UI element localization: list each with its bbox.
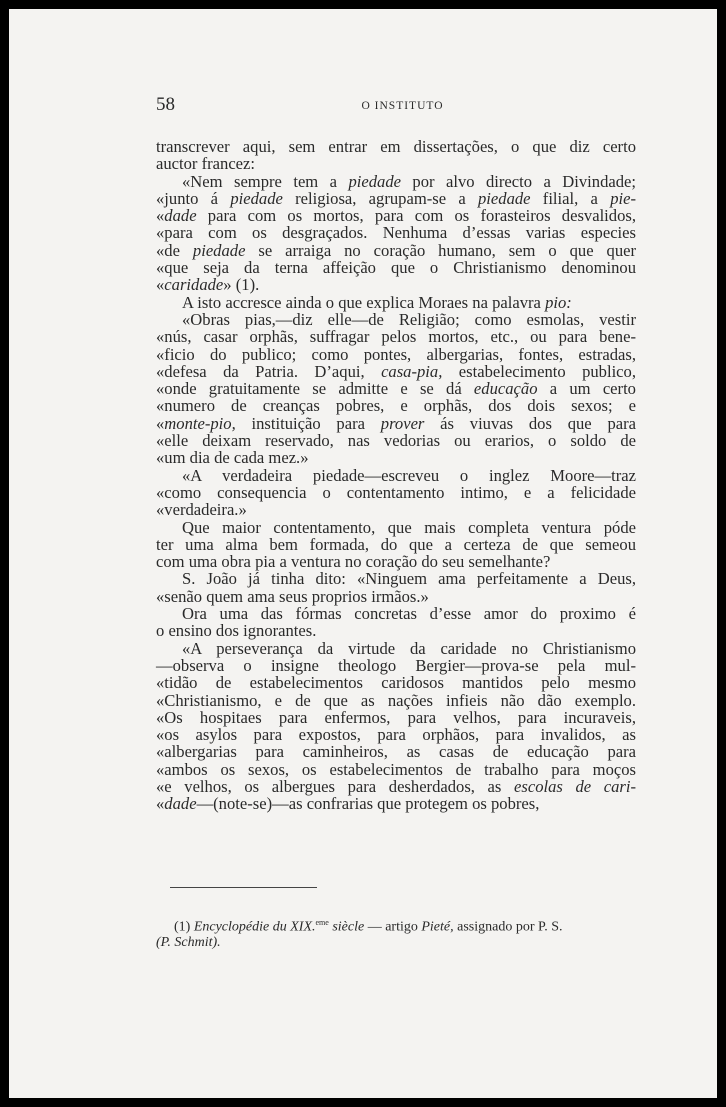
text-line (156, 726, 636, 743)
italic-text: piedade (348, 171, 401, 191)
text-line (156, 553, 636, 570)
page-number: 58 (156, 94, 175, 115)
text-run: «os asylos para expostos, para orphãos, para invalidos, as (156, 725, 636, 745)
text-line (156, 761, 636, 778)
italic-text: piedade (192, 240, 246, 260)
paragraph (156, 640, 636, 813)
text-line (156, 138, 636, 155)
text-run: «A verdadeira piedade—escreveu o inglez Moore—traz (182, 465, 636, 485)
text-line (156, 173, 636, 190)
text-run: «senão quem ama seus proprios irmãos.» (156, 586, 429, 606)
text-run: «e velhos, os albergues para desherdados, as (156, 776, 514, 796)
text-line (156, 432, 636, 449)
text-run: estabelecimento publico, (442, 361, 636, 381)
text-line (156, 276, 636, 293)
running-title: O INSTITUTO (361, 100, 444, 112)
footnote-title-2: siècle (332, 919, 365, 935)
footnote-line (156, 915, 649, 935)
text-run: «albergarias para caminheiros, as casas de educação para (156, 742, 636, 762)
text-line (156, 588, 636, 605)
footnote-line-2: (P. Schmit). (156, 934, 221, 950)
text-line (156, 242, 636, 259)
text-run: instituição para (235, 413, 381, 433)
text-run: «um dia de cada mez.» (156, 448, 309, 468)
text-line (156, 657, 636, 674)
text-run: «A perseverança da virtude da caridade no Christianismo (182, 638, 636, 658)
text-run: o ensino dos ignorantes. (156, 621, 317, 641)
text-line (156, 605, 636, 622)
paragraph (156, 467, 636, 519)
text-run: «ambos os sexos, os estabelecimentos de trabalho para moços (156, 759, 636, 779)
text-run: filial, a (530, 188, 611, 208)
footnote-title: Encyclopédie du XIX. (193, 919, 316, 935)
text-run: a um certo (537, 379, 636, 399)
text-run: «onde gratuitamente se admitte e se dá (156, 379, 474, 399)
text-line (156, 467, 636, 484)
text-line (156, 570, 636, 587)
text-line (156, 380, 636, 397)
text-run: —(note-se)—as confrarias que protegem os pobres, (196, 794, 540, 814)
italic-text: caridade (164, 275, 224, 295)
text-line (156, 622, 636, 639)
text-run: se arraiga no coração humano, sem o que quer (245, 240, 637, 260)
text-line (156, 397, 636, 414)
italic-text: piedade (478, 188, 531, 208)
text-line (156, 743, 636, 760)
footnote-rest: assignado por P. S. (457, 919, 563, 935)
text-line (156, 778, 636, 795)
paragraph (156, 294, 636, 311)
text-run: transcrever aqui, sem entrar em dissertações, o que diz certo (156, 137, 636, 156)
text-line (156, 536, 636, 553)
text-run: « (156, 794, 165, 814)
italic-text: pio: (545, 292, 572, 312)
text-run: A isto accresce ainda o que explica Moraes na palavra (182, 292, 546, 312)
text-line (156, 709, 636, 726)
text-line (156, 692, 636, 709)
italic-text: escolas de cari- (514, 776, 636, 796)
text-line (156, 363, 636, 380)
footnote (156, 915, 649, 950)
text-run: «ficio do publico; como pontes, albergarias, fontes, estradas, (156, 344, 636, 364)
text-run: «como consequencia o contentamento intimo, e a felicidade (156, 482, 636, 502)
text-line (156, 415, 636, 432)
text-run: «defesa da Patria. D’aqui, (156, 361, 382, 381)
footnote-superscript: eme (315, 918, 329, 927)
text-line (156, 259, 636, 276)
text-line (156, 311, 636, 328)
text-run: S. João já tinha dito: «Ninguem ama perfeitamente a Deus, (182, 569, 636, 589)
text-run: «Obras pias,—diz elle—de Religião; como esmolas, vestir (182, 309, 636, 329)
text-run: por alvo directo a Divindade; (400, 171, 636, 191)
text-run: religiosa, agrupam-se a (282, 188, 478, 208)
text-line (156, 207, 636, 224)
italic-text: casa-pia, (381, 361, 443, 381)
paragraph (156, 605, 636, 640)
text-run: «tidão de estabelecimentos caridosos mantidos pelo mesmo (156, 673, 636, 693)
text-line (156, 501, 636, 518)
text-run: «Os hospitaes para enfermos, para velhos, para incuraveis, (156, 707, 636, 727)
text-line (156, 674, 636, 691)
paragraph (156, 519, 636, 571)
text-run: para com os mortos, para com os forasteiros desvalidos, (196, 206, 636, 226)
text-line (156, 795, 636, 812)
italic-text: piedade (230, 188, 283, 208)
text-line (156, 484, 636, 501)
footnote-dash-text: — artigo (367, 919, 418, 935)
text-line (156, 346, 636, 363)
text-line (156, 190, 636, 207)
italic-text: prover (380, 413, 425, 433)
text-run: « (156, 275, 165, 295)
text-run: «de (156, 240, 193, 260)
italic-text: educação (473, 379, 538, 399)
text-line (156, 155, 636, 172)
text-line (156, 224, 636, 241)
body-text (156, 138, 636, 813)
text-run: «nús, casar orphãs, suffragar pelos mortos, etc., ou para bene- (156, 327, 636, 347)
text-run: «verdadeira.» (156, 500, 247, 520)
text-line (156, 449, 636, 466)
footnote-word: Pieté, (421, 919, 454, 935)
text-run: auctor francez: (156, 154, 256, 174)
text-run: «numero de creanças pobres, e orphãs, dos dois sexos; e (156, 396, 636, 416)
italic-text: dade (164, 206, 197, 226)
text-line (156, 294, 636, 311)
text-run: «elle deixam reservado, nas vedorias ou erarios, o soldo de (156, 431, 636, 451)
italic-text: monte-pio, (164, 413, 236, 433)
book-page (9, 9, 717, 1098)
text-run: «Nem sempre tem a (182, 171, 349, 191)
footnote-rule (170, 887, 317, 888)
text-run: ter uma alma bem formada, do que a certeza de que semeou (156, 534, 636, 554)
text-run: Que maior contentamento, que mais completa ventura póde (182, 517, 636, 537)
text-line (156, 519, 636, 536)
text-line (156, 640, 636, 657)
text-run: Ora uma das fórmas concretas d’esse amor do proximo é (182, 604, 636, 624)
text-run: ás viuvas dos que para (424, 413, 636, 433)
paragraph (156, 570, 636, 605)
italic-text: dade (164, 794, 197, 814)
paragraph (156, 311, 636, 467)
text-run: « (156, 413, 165, 433)
footnote-marker: (1) (174, 919, 191, 935)
page-header (156, 94, 649, 118)
text-line (156, 328, 636, 345)
paragraph (156, 138, 636, 173)
text-run: « (156, 206, 165, 226)
text-run: «para com os desgraçados. Nenhuma d’essas varias especies (156, 223, 636, 243)
paragraph (156, 173, 636, 294)
text-run: com uma obra pia a ventura no coração do seu semelhante? (156, 552, 551, 572)
text-run: —observa o insigne theologo Bergier—prova-se pela mul- (156, 655, 636, 675)
text-run: » (1). (223, 275, 260, 295)
italic-text: pie- (610, 188, 636, 208)
text-run: «Christianismo, e de que as nações infieis não dão exemplo. (156, 690, 636, 710)
text-run: «que seja da terna affeição que o Christianismo denominou (156, 258, 636, 278)
text-run: «junto á (156, 188, 231, 208)
